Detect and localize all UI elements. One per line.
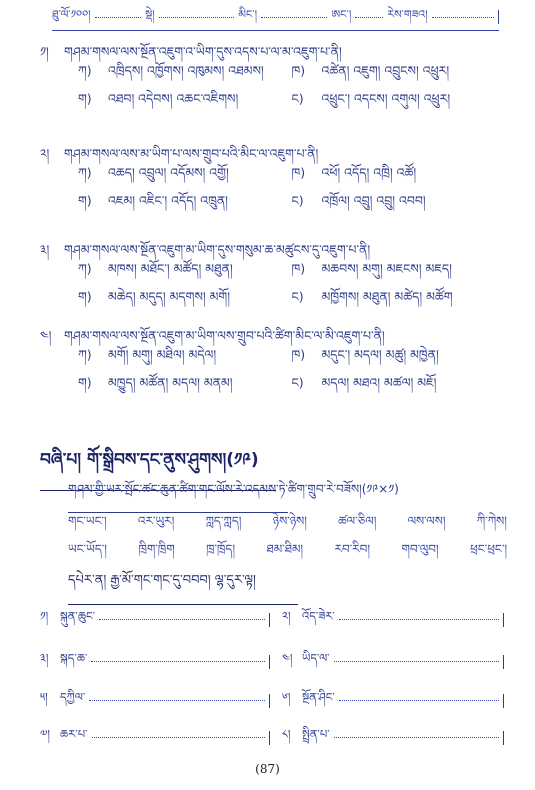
- blank-number: ༨།: [282, 727, 291, 741]
- header-cell-3: [238, 2, 331, 33]
- shad-mark: [503, 613, 505, 627]
- blank-number: ༦།: [282, 690, 291, 704]
- option-d[interactable]: [292, 85, 506, 120]
- header-rule: [52, 30, 499, 31]
- option-label: ང): [291, 374, 304, 390]
- fill-dots[interactable]: [99, 619, 264, 620]
- fill-dots[interactable]: [91, 661, 264, 662]
- option-text: མདལ། མཐའ། མཚལ། མཇོ།: [321, 374, 437, 390]
- header-label: རེས་གཟའ།: [387, 7, 428, 21]
- blank-number: ༥།: [40, 690, 48, 704]
- header-label: སྡེ།: [145, 7, 155, 21]
- option-label: ཀ): [78, 62, 92, 78]
- blank-word: ཆར་པ་: [60, 727, 88, 741]
- fill-dots[interactable]: [92, 737, 265, 738]
- option-text: འཕྲུང་། འདངས། འགུལ། འཕྲུར།: [321, 90, 451, 106]
- option-label: ཁ): [291, 62, 306, 78]
- option-text: མདུང་། མདལ། མཚུ། མཁྱེན།: [321, 346, 439, 362]
- question-1: [40, 38, 505, 116]
- example-answer: [68, 565, 298, 605]
- option-label: ང): [291, 192, 304, 208]
- option-c[interactable]: [78, 85, 292, 120]
- instruction-text: གཤམ་གྱི་ཡར་སྤོང་ཚང་ཆུན་ཚིག་གང་ལོས་རེ་འདམས་ཏེ་ཚིག་གྲུབ་རེ་བཟོས།(༡༩×༡): [68, 482, 399, 496]
- blank-word: སྐུན་ཆུང་: [60, 609, 96, 623]
- word-bank-item: འར་ཡུར།: [137, 514, 175, 528]
- blank-word: དཀྱིལ་: [60, 690, 86, 704]
- header-cell-1: [52, 2, 145, 33]
- option-c[interactable]: [78, 187, 292, 222]
- word-bank-item: ཀི་ཀེས།: [476, 514, 507, 528]
- option-label: ཀ): [78, 164, 92, 180]
- question-prompt: གཤམ་གསལ་ལས་སྔོན་འཇུག་མ་ཡིག་དུས་གསུམ་ཆ་མཚུངས་དུ་འཇུག་པ་ནི།: [64, 242, 371, 257]
- fill-dots[interactable]: [432, 17, 494, 18]
- question-3: [40, 236, 505, 314]
- option-text: མགོ། མགུ། མཐིལ། མདེལ།: [108, 346, 217, 362]
- blank-word: ཡིད་ལ་: [302, 651, 330, 665]
- option-text: མཆབས། མགུ། མཇངས། མཇད།: [321, 260, 452, 276]
- word-bank-item: ཁྲ་ཁྲོད།: [206, 542, 236, 556]
- header-fill-row: [52, 6, 499, 28]
- blank-6[interactable]: [282, 684, 504, 717]
- option-text: འཆད། འབྲུལ། འདོམས། འགྱོ།: [108, 164, 229, 180]
- shad-mark: [498, 10, 500, 24]
- blank-number: ༣།: [40, 651, 49, 665]
- option-label: ང): [291, 288, 304, 304]
- blank-word: སྤྲིན་པ་: [302, 727, 330, 741]
- header-label: ཐུ་ལོ་༡༠༠།: [52, 7, 91, 21]
- option-label: ང): [291, 90, 304, 106]
- question-number: ༡།: [40, 44, 49, 59]
- word-bank-item: ཉེས་ཉེས།: [272, 514, 307, 528]
- shad-mark: [503, 731, 505, 745]
- option-label: ཁ): [291, 346, 306, 362]
- word-bank-item: གབ་ལུབ།: [401, 542, 439, 556]
- blank-7[interactable]: [40, 721, 270, 754]
- word-bank-item: ཕྲང་ཕྲང་།: [470, 542, 507, 556]
- word-bank-item: ཀླད་ཀླད།: [205, 514, 242, 528]
- fill-dots[interactable]: [95, 17, 142, 18]
- shad-mark: [269, 613, 271, 627]
- option-label: ག): [78, 90, 92, 106]
- option-text: འཐབ། འདེབས། འཆང་འཇིགས།: [108, 90, 239, 106]
- option-label: ཁ): [291, 260, 306, 276]
- fill-dots[interactable]: [339, 619, 499, 620]
- fill-dots[interactable]: [159, 17, 235, 18]
- blank-2[interactable]: [282, 603, 504, 636]
- blank-5[interactable]: [40, 684, 270, 717]
- option-text: མཁྱུད། མཚོན། མདལ། མནམ།: [108, 374, 233, 390]
- fill-dots[interactable]: [355, 17, 383, 18]
- question-4: [40, 322, 505, 400]
- word-bank-item: ཐམ་ཐིམ།: [266, 542, 304, 556]
- shad-mark: [269, 731, 271, 745]
- example-text: རྒྱ་མོ་གང་གང་དུ་བབབ། ལྷ་དུར་ལྟ།: [110, 573, 256, 588]
- word-bank-item: ཚལ་ཅིལ།: [338, 514, 377, 528]
- option-text: འཁྲིདས། འཁྱོགས། འཁུམས། འཐམས།: [108, 62, 264, 78]
- header-cell-5: [387, 2, 499, 33]
- question-number: ༣།: [40, 242, 50, 257]
- option-label: ཀ): [78, 346, 92, 362]
- blank-number: ༡།: [40, 609, 49, 623]
- shad-mark: [503, 694, 505, 708]
- word-bank-item: ལས་ལས།: [407, 514, 446, 528]
- word-bank-item: གང་ཡང་།: [68, 514, 107, 528]
- blank-number: ༢།: [282, 609, 291, 623]
- shad-mark: [269, 694, 271, 708]
- option-d[interactable]: [292, 283, 506, 318]
- question-2: [40, 140, 505, 218]
- blank-word: སྔོན་ཤིང་: [302, 690, 335, 704]
- fill-dots[interactable]: [89, 700, 264, 701]
- question-prompt: གཤམ་གསལ་ལས་སྔོན་འཇུག་འ་ཡིག་དུས་འདས་པ་ལ་མ་འཇུག་པ་ནི།: [64, 44, 342, 59]
- blank-word: འོད་ཟེར་: [302, 609, 335, 623]
- option-label: ག): [78, 192, 92, 208]
- question-prompt: གཤམ་གསལ་ལས་སྔོན་འཇུག་མ་ཡིག་ལས་གྲུབ་པའི་ཚིག་མིང་ལ་མི་འཇུག་པ་ནི།: [64, 328, 385, 343]
- header-label: ཨང་།: [331, 7, 352, 21]
- blank-3[interactable]: [40, 645, 270, 678]
- blank-8[interactable]: [282, 721, 504, 754]
- fill-dots[interactable]: [339, 700, 499, 701]
- option-label: ག): [78, 374, 92, 390]
- blank-number: ༤།: [282, 651, 293, 665]
- page-number: (87): [255, 762, 280, 776]
- option-d[interactable]: [292, 187, 506, 222]
- option-label: ཁ): [291, 164, 306, 180]
- word-bank-item: ཡང་ཡོད་།: [68, 542, 107, 556]
- option-d[interactable]: [292, 369, 506, 404]
- option-text: འཚེན། འཇུག། འབྲུངས། འཕྲུར།: [321, 62, 450, 78]
- header-cell-2: [145, 2, 238, 33]
- question-prompt: གཤམ་གསལ་ལས་མ་ཡིག་པ་ལས་གྲུབ་པའི་མིང་ལ་འཇུག་པ་ནི།: [64, 146, 319, 161]
- option-text: མཆེད། མདུད། མདགས། མགོ།: [108, 288, 231, 304]
- blank-word: སྐད་ཆ་: [60, 651, 88, 665]
- shad-mark: [269, 655, 271, 669]
- word-bank-item: རབ་རིབ།: [334, 542, 371, 556]
- option-c[interactable]: [78, 283, 292, 318]
- option-text: འཇམ། འཇིང་། འདོད། འཁྲུན།: [108, 192, 228, 208]
- section-heading: བཞི་པ། གོ་སྒྲིབས་དང་ནུས་ཤུགས།(༡༩): [40, 450, 259, 470]
- example-prefix: དཔེར་ན།: [68, 573, 107, 588]
- option-label: ག): [78, 288, 92, 304]
- option-text: འཕོ། འདོད། འཁྲི། འཚོ།: [321, 164, 417, 180]
- option-c[interactable]: [78, 369, 292, 404]
- option-label: ཀ): [78, 260, 92, 276]
- shad-mark: [503, 655, 505, 669]
- option-text: མཁྱོགས། མཐུན། མཚེད། མཚོག: [321, 288, 453, 304]
- fill-dots[interactable]: [261, 17, 327, 18]
- question-number: ༤།: [40, 328, 52, 343]
- option-text: མཁས། མཐོང་། མཚོད། མཐུན།: [108, 260, 233, 276]
- option-text: འཁྲོལ། འབྲུ། འབྲུ། འབབ།: [321, 192, 426, 208]
- word-bank-item: ཁྲིག་ཁྲིག: [138, 542, 175, 556]
- blank-4[interactable]: [282, 645, 504, 678]
- header-label: མིང་།: [238, 7, 258, 21]
- blank-number: ༧།: [40, 727, 50, 741]
- question-number: ༢།: [40, 146, 50, 161]
- fill-dots[interactable]: [334, 661, 499, 662]
- blank-1[interactable]: [40, 603, 270, 636]
- header-cell-4: [331, 2, 387, 33]
- fill-dots[interactable]: [334, 737, 499, 738]
